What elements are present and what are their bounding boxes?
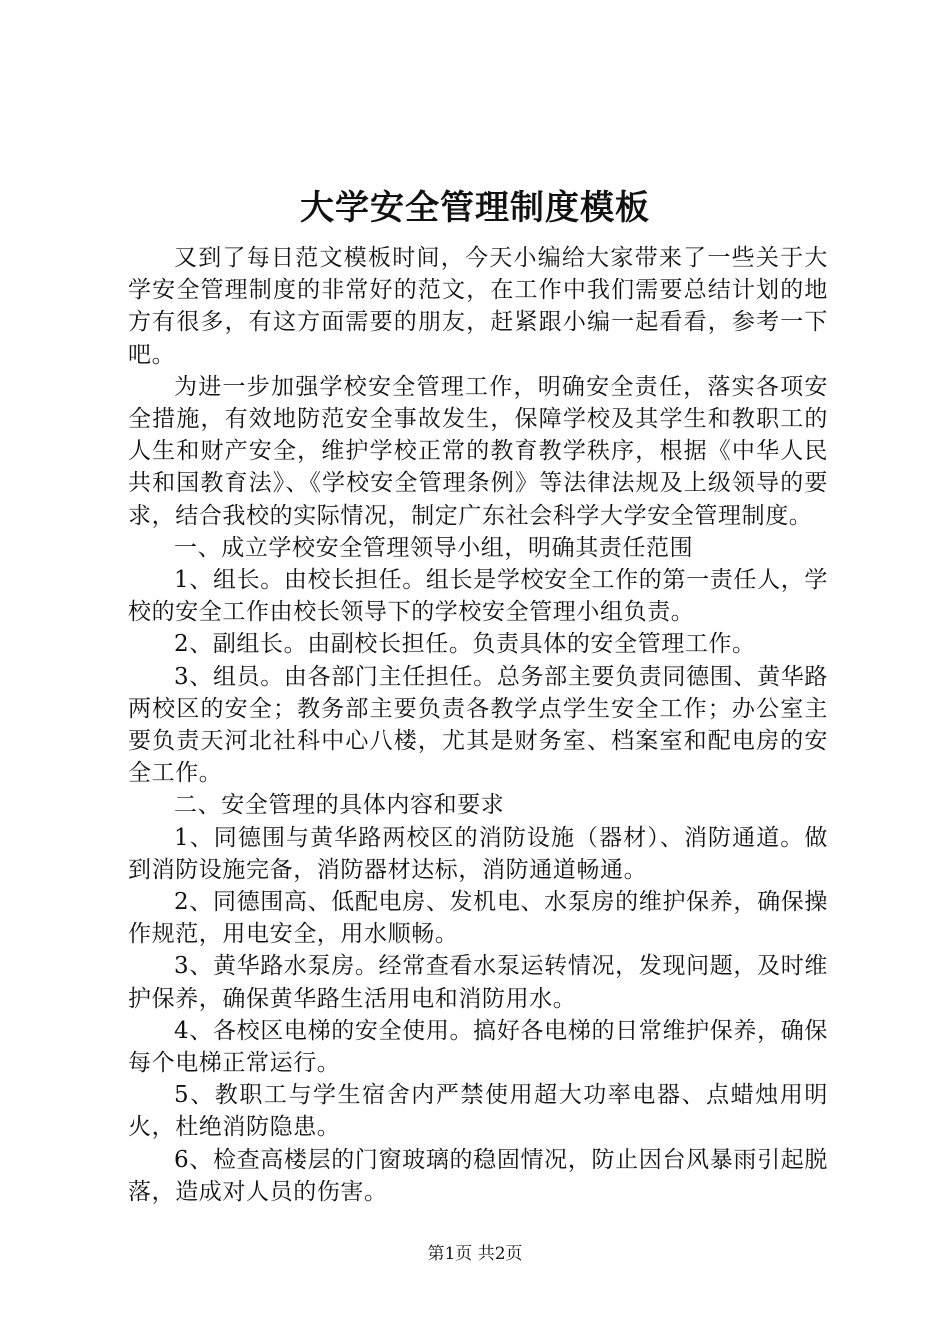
section-heading: 二、安全管理的具体内容和要求 [174, 792, 505, 819]
list-item: 6、检查高楼层的门窗玻璃的稳固情况，防止因台风暴雨引起脱落，造成对人员的伤害。 [128, 1146, 828, 1205]
paragraph: 为进一步加强学校安全管理工作，明确安全责任，落实各项安全措施，有效地防范安全事故发生，保障学校及其学生和教职工的人生和财产安全，维护学校正常的教育教学秩序，根据《中华人民共和国教育法》、《学校安全管理条例》等法律法规及上级领导的要求，结合我校的实际情况，制定广东社会科学大学安全管理制度。 [128, 373, 828, 529]
list-item: 1、组长。由校长担任。组长是学校安全工作的第一责任人，学校的安全工作由校长领导下的学校安全管理小组负责。 [128, 567, 828, 626]
list-item: 2、副组长。由副校长担任。负责具体的安全管理工作。 [174, 631, 756, 658]
section-heading: 一、成立学校安全管理领导小组，明确其责任范围 [174, 534, 694, 561]
paragraph: 又到了每日范文模板时间，今天小编给大家带来了一些关于大学安全管理制度的非常好的范文，在工作中我们需要总结计划的地方有很多，有这方面需要的朋友，赶紧跟小编一起看看，参考一下吧。 [128, 245, 828, 368]
list-item: 2、同德围高、低配电房、发机电、水泵房的维护保养，确保操作规范，用电安全，用水顺畅。 [128, 889, 828, 948]
page-number-footer: 第1页 共2页 [427, 1244, 523, 1264]
list-item: 3、组员。由各部门主任担任。总务部主要负责同德围、黄华路两校区的安全；教务部主要负责各教学点学生安全工作；办公室主要负责天河北社科中心八楼，尤其是财务室、档案室和配电房的安全工作。 [128, 663, 828, 787]
list-item: 1、同德围与黄华路两校区的消防设施（器材）、消防通道。做到消防设施完备，消防器材达标，消防通道畅通。 [128, 824, 828, 883]
list-item: 3、黄华路水泵房。经常查看水泵运转情况，发现问题，及时维护保养，确保黄华路生活用电和消防用水。 [128, 953, 828, 1012]
document-body [128, 242, 828, 1208]
list-item: 4、各校区电梯的安全使用。搞好各电梯的日常维护保养，确保每个电梯正常运行。 [128, 1017, 828, 1077]
document-title: 大学安全管理制度模板 [300, 188, 650, 228]
list-item: 5、教职工与学生宿舍内严禁使用超大功率电器、点蜡烛用明火，杜绝消防隐患。 [128, 1082, 828, 1141]
